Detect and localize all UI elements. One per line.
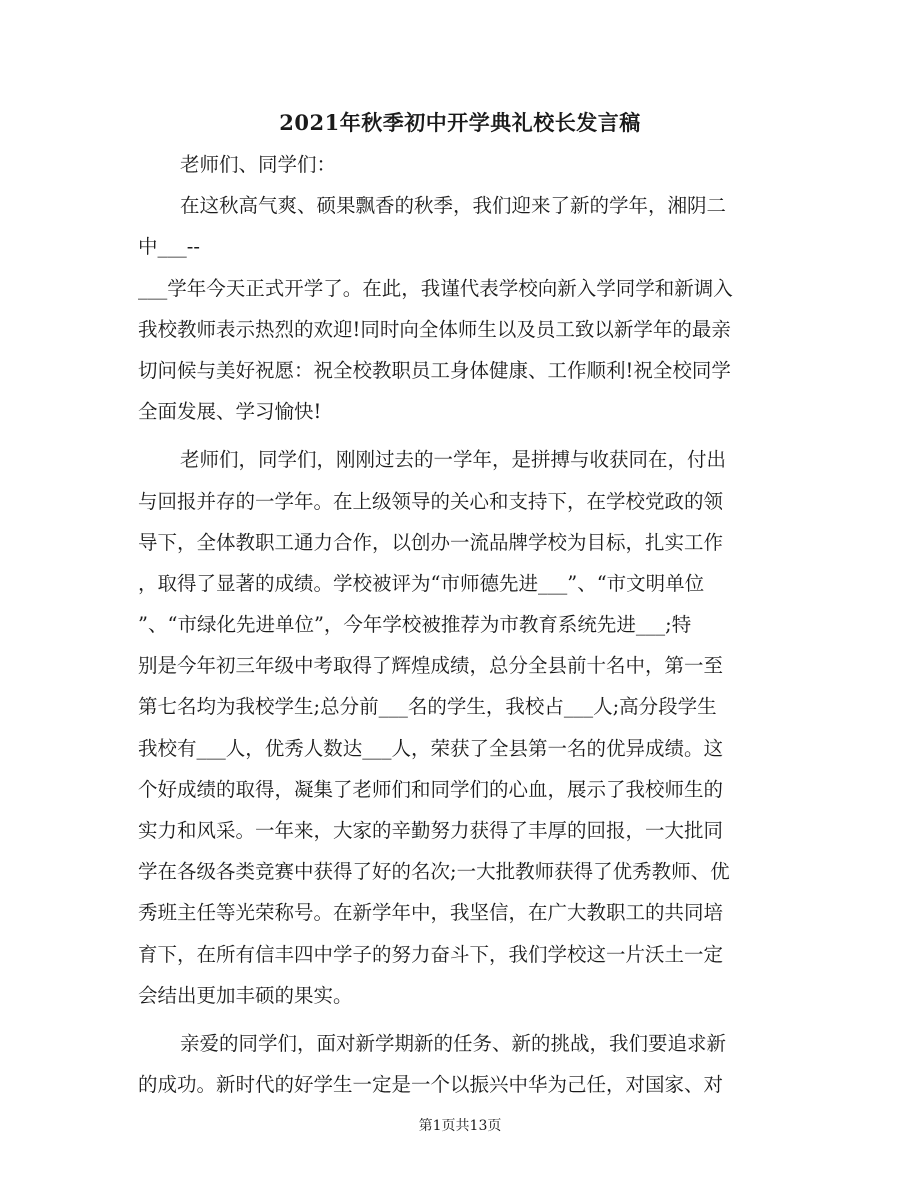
text-line: 第七名均为我校学生;总分前___名的学生，我校占___人;高分段学生 <box>138 695 717 719</box>
text-line: 导下，全体教职工通力合作，以创办一流品牌学校为目标，扎实工作 <box>138 530 724 554</box>
text-line: 我校教师表示热烈的欢迎!同时向全体师生以及员工致以新学年的最亲 <box>138 317 731 341</box>
text-line: 在这秋高气爽、硕果飘香的秋季，我们迎来了新的学年，湘阴二 <box>180 194 727 218</box>
text-line: ”、“市绿化先进单位”，今年学校被推荐为市教育系统先进___;特 <box>138 613 692 637</box>
text-line: 育下，在所有信丰四中学子的努力奋斗下，我们学校这一片沃土一定 <box>138 942 724 966</box>
text-line: 别是今年初三年级中考取得了辉煌成绩，总分全县前十名中，第一至 <box>138 654 724 678</box>
page-number: 第1页共13页 <box>418 1118 502 1134</box>
text-line: 的成功。新时代的好学生一定是一个以振兴中华为己任，对国家、对 <box>138 1073 724 1097</box>
text-line: 切问候与美好祝愿：祝全校教职员工身体健康、工作顺利!祝全校同学 <box>138 358 731 382</box>
text-line: 个好成绩的取得，凝集了老师们和同学们的心血，展示了我校师生的 <box>138 777 724 801</box>
text-line: 会结出更加丰硕的果实。 <box>138 983 353 1007</box>
text-line: ，取得了显著的成绩。学校被评为“市师德先进___”、“市文明单位 <box>138 571 705 595</box>
text-line: 我校有___人，优秀人数达___人，荣获了全县第一名的优异成绩。这 <box>138 736 724 760</box>
salutation-line: 老师们、同学们： <box>180 153 337 176</box>
text-line: 实力和风采。一年来，大家的辛勤努力获得了丰厚的回报，一大批同 <box>138 819 724 842</box>
document-title: 2021年秋季初中开学典礼校长发言稿 <box>279 110 641 135</box>
text-line: 中___-- <box>138 235 200 259</box>
text-line: 全面发展、学习愉快! <box>138 400 322 424</box>
text-line: 老师们，同学们，刚刚过去的一学年，是拼搏与收获同在，付出 <box>180 448 727 472</box>
text-line: 亲爱的同学们，面对新学期新的任务、新的挑战，我们要追求新 <box>180 1031 727 1055</box>
document-body <box>138 144 782 1105</box>
text-line: 与回报并存的一学年。在上级领导的关心和支持下，在学校党政的领 <box>138 489 724 513</box>
text-line: 学在各级各类竞赛中获得了好的名次;一大批教师获得了优秀教师、优 <box>138 860 730 884</box>
text-line: 秀班主任等光荣称号。在新学年中，我坚信，在广大教职工的共同培 <box>138 901 724 925</box>
text-line: ___学年今天正式开学了。在此，我谨代表学校向新入学同学和新调入 <box>138 276 733 300</box>
